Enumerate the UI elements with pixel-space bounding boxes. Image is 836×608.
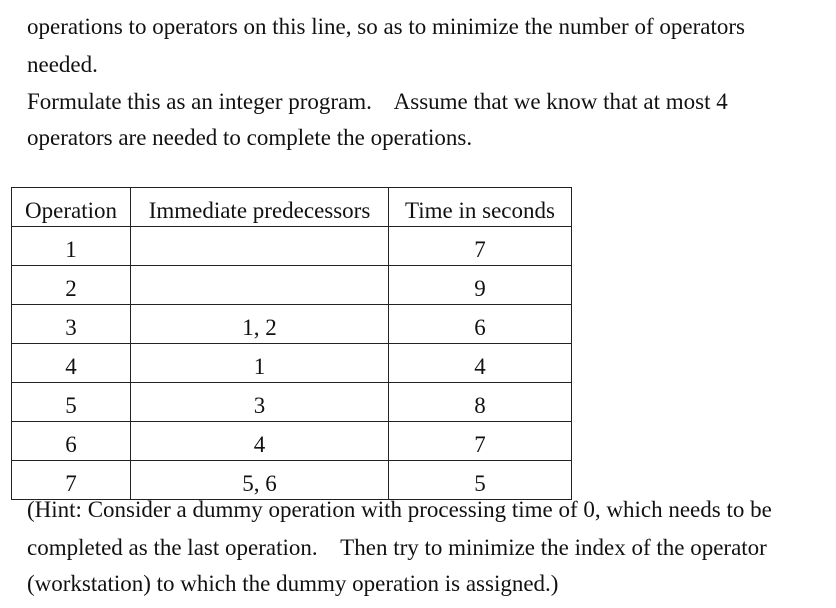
- cell-operation: 6: [12, 422, 131, 461]
- cell-predecessors: 5, 6: [131, 461, 389, 500]
- cell-operation: 5: [12, 383, 131, 422]
- cell-predecessors: 3: [131, 383, 389, 422]
- table-header-row: [12, 188, 572, 227]
- table-row: [12, 305, 572, 344]
- cell-time: 4: [389, 344, 572, 383]
- cell-time: 8: [389, 383, 572, 422]
- table-row: [12, 344, 572, 383]
- cell-time: 9: [389, 266, 572, 305]
- cell-predecessors: 1, 2: [131, 305, 389, 344]
- cell-operation: 7: [12, 461, 131, 500]
- hint-line-3: (workstation) to which the dummy operation is assigned.): [27, 571, 559, 596]
- hint-line-2: completed as the last operation. Then try to minimize the index of the operator: [27, 535, 767, 560]
- table-row: [12, 227, 572, 266]
- table-row: [12, 266, 572, 305]
- cell-predecessors: 4: [131, 422, 389, 461]
- cell-time: 7: [389, 227, 572, 266]
- cell-time: 6: [389, 305, 572, 344]
- operations-table: [11, 187, 572, 500]
- cell-operation: 4: [12, 344, 131, 383]
- table-row: [12, 383, 572, 422]
- intro-line-1: operations to operators on this line, so as to minimize the number of operators: [27, 14, 745, 39]
- header-operation: Operation: [12, 188, 131, 227]
- header-time: Time in seconds: [389, 188, 572, 227]
- intro-line-4: operators are needed to complete the operations.: [27, 125, 473, 150]
- cell-operation: 3: [12, 305, 131, 344]
- table-row: [12, 422, 572, 461]
- cell-time: 5: [389, 461, 572, 500]
- cell-predecessors: 1: [131, 344, 389, 383]
- intro-line-2: needed.: [27, 52, 98, 77]
- header-predecessors: Immediate predecessors: [131, 188, 389, 227]
- cell-operation: 1: [12, 227, 131, 266]
- intro-line-3: Formulate this as an integer program. Assume that we know that at most 4: [27, 89, 728, 114]
- cell-predecessors: [131, 266, 389, 305]
- table-row: [12, 461, 572, 500]
- cell-time: 7: [389, 422, 572, 461]
- hint-line-1: (Hint: Consider a dummy operation with processing time of 0, which needs to be: [27, 497, 772, 522]
- cell-predecessors: [131, 227, 389, 266]
- cell-operation: 2: [12, 266, 131, 305]
